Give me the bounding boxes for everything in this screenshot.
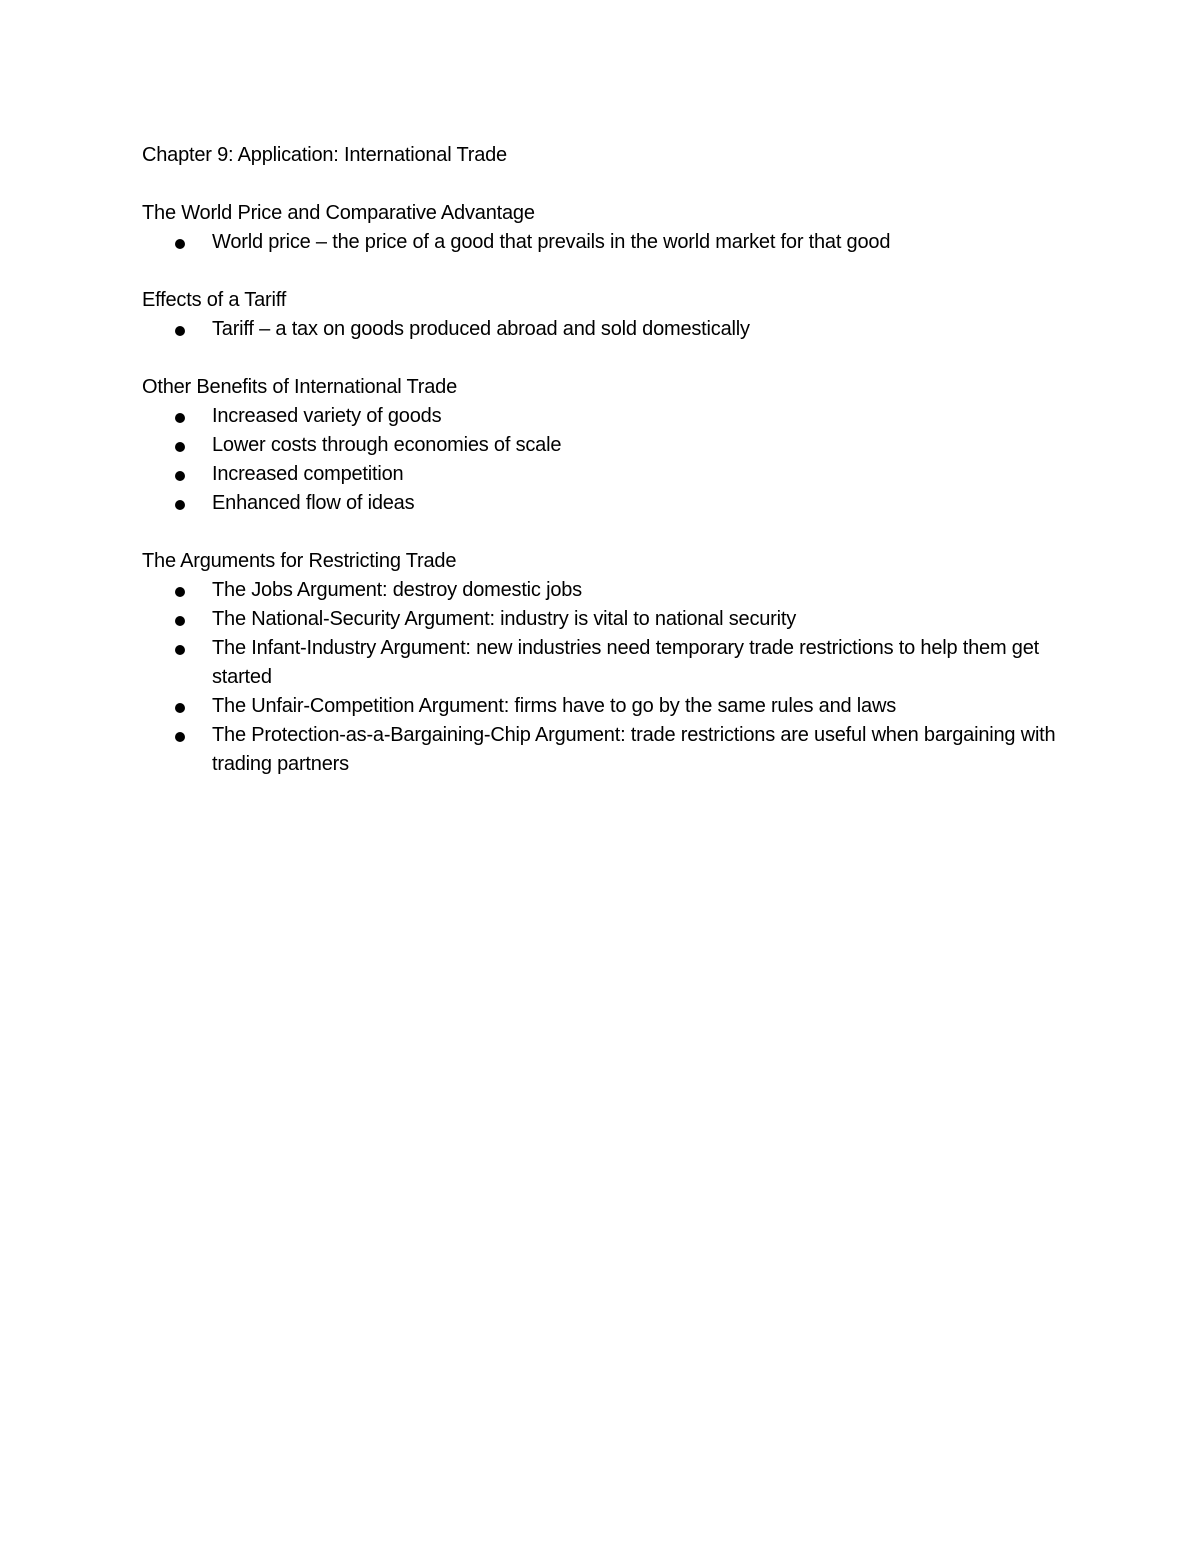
section-heading-tariff: Effects of a Tariff — [142, 289, 287, 311]
spacer — [142, 518, 1062, 547]
bullet-icon — [175, 703, 185, 713]
bullet-icon — [175, 442, 185, 452]
list-item: Increased variety of goods — [142, 402, 1062, 431]
bullet-icon — [175, 732, 185, 742]
section-list-other-benefits — [142, 402, 1062, 518]
bullet-icon — [175, 471, 185, 481]
section-list-world-price — [142, 228, 1062, 257]
bullet-icon — [175, 239, 185, 249]
list-item: World price – the price of a good that prevails in the world market for that good — [142, 228, 1062, 257]
list-item: Tariff – a tax on goods produced abroad and sold domestically — [142, 315, 1062, 344]
bullet-icon — [175, 587, 185, 597]
list-item: The Protection-as-a-Bargaining-Chip Argument: trade restrictions are useful when bargaining with trading partners — [142, 721, 1062, 779]
list-item: Enhanced flow of ideas — [142, 489, 1062, 518]
list-item: The Unfair-Competition Argument: firms have to go by the same rules and laws — [142, 692, 1062, 721]
list-item: The Jobs Argument: destroy domestic jobs — [142, 576, 1062, 605]
list-item: The Infant-Industry Argument: new industries need temporary trade restrictions to help them get started — [142, 634, 1062, 692]
section-heading-restricting-trade: The Arguments for Restricting Trade — [142, 550, 457, 572]
list-item: The National-Security Argument: industry is vital to national security — [142, 605, 1062, 634]
section-list-restricting-trade — [142, 576, 1062, 779]
section-list-tariff — [142, 315, 1062, 344]
bullet-icon — [175, 616, 185, 626]
spacer — [142, 257, 1062, 286]
spacer — [142, 344, 1062, 373]
document-title: Chapter 9: Application: International Trade — [142, 144, 507, 166]
bullet-icon — [175, 326, 185, 336]
bullet-icon — [175, 413, 185, 423]
list-item: Increased competition — [142, 460, 1062, 489]
section-heading-world-price: The World Price and Comparative Advantage — [142, 202, 535, 224]
list-item: Lower costs through economies of scale — [142, 431, 1062, 460]
spacer — [142, 170, 1062, 199]
bullet-icon — [175, 500, 185, 510]
bullet-icon — [175, 645, 185, 655]
section-heading-other-benefits: Other Benefits of International Trade — [142, 376, 458, 398]
document-body — [142, 141, 1062, 779]
